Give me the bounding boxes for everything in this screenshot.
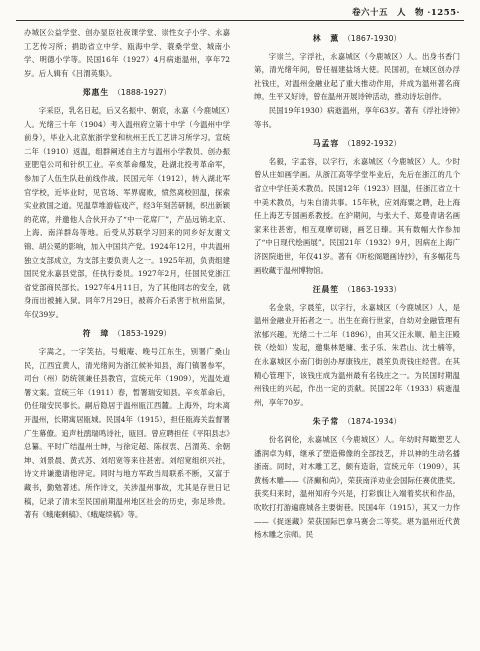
person-years: （1853-1929） (113, 329, 172, 339)
body-paragraph: 民国19年1930）病逝温州，享年63岁。著有《浮社诗钟》等书。 (254, 105, 460, 129)
entry-heading (24, 86, 230, 100)
running-header: 卷六十五 人 物 ·1255· (351, 8, 460, 18)
biography-entry-wang (254, 283, 460, 409)
entry-heading (24, 327, 230, 341)
body-paragraph: 名金泉，字晨笙，以字行，永嘉城区（今鹿城区）人，是温州金融业开拓者之一。出生在商行世家，自幼对金融管理有浓郁兴趣。光绪二十二年（1896），由其父汪永顺、船主汪殿铁（绘如）发起，邀集林楚墉、张子乐、朱君山、沈士楠等，在永嘉城区小南门街创办厚康钱庄，晨笙负责钱庄经营。在其精心管理下，该钱庄成为温州最有名钱庄之一。为民国时期温州钱庄的兴起，作出一定的贡献。民国22年（1933）病逝温州，享年70岁。 (254, 302, 460, 407)
body-paragraph: 份名润伦，永嘉城区（今鹿城区）人。年幼时拜瞰塑艺人潘润卓为师，继承了塑造佛像的全部技艺，并以神的生动名播浙南。同时，对木雕工艺，颇有造诣，宣统元年（1909），其黄杨木雕——《济癫和尚》，荣获南洋劝业会国际任赛优胜奖。获奖归来时，温州知府今兴是，打彩旗让入端着奖状和作品，吹吹打打游遍鹿城各主要街巷。民国4年（1915），其又一力作——《捉迷藏》荣获国际巴拿马赛会二等奖。堪为温州近代黄杨木雕之宗师。民 (254, 435, 460, 540)
header-rule (16, 20, 464, 21)
left-column (24, 26, 230, 526)
person-years: （1888-1927） (113, 88, 172, 98)
body-paragraph: 字崇兰，字浮社，永嘉城区（今鹿城区）人。出身书香门第，清光绪年间，曾任福建盐场大使。民国初，在城区创办浮社钱庄，对温州金融业起了重大推动作用，并成为温州著名商绅。生平又好诗，曾在温州开展诗钟活动，推动诗坛创作。 (254, 51, 460, 102)
biography-entry-lin (254, 32, 460, 131)
body-paragraph: 字嵩之，一字笑拈，号蛾庵、晚号江东生，别署广桑山民，江西宜黄人，清光绪间为浙江候补知县，海门镇署参军，司台（州）防统领兼任县教官，宣统元年（1909），光温处道署文案。宣统三年（1911）春，暂署瑞安知县。辛亥革命后，仍任瑞安民事长。嗣后隐居于温州瓯江西麓。上海外，均未离开温州，长期寓居瓯城。民国4年（1915），担任瓯海关监督署广生幕僚。追声杜鹃瑞鸣诗社，瓯回。曾应聘担任《平阳县志》总纂。平时广结温州士绅，与徐定超、陈叔衷、吕渭英、余朝坤、刘景晨、黄式苏、刘绍宽等来往甚密。刘绍宽组织兴社，诗文并谦邀请他评定。同时与地方军政当局联系不断，又富于藏书，勤勉著述。所作诗文，关涉温州事故，尤其是存世日记稿，记录了清末至民国前期温州地区社会的历史，弥足珍贵。著有《蛾庵剩稿》、《蛾庵续稿》等。 (24, 347, 230, 520)
entry-heading (254, 283, 460, 297)
biography-entry-zhu (254, 415, 460, 541)
person-name: 朱子常 (312, 417, 340, 427)
biography-entry-ma (254, 137, 460, 277)
person-years: （1874-1934） (343, 417, 402, 427)
entry-heading (254, 32, 460, 46)
entry-heading (254, 137, 460, 151)
person-years: （1892-1932） (343, 139, 402, 149)
entry-heading (254, 415, 460, 429)
person-name: 符 璋 (82, 329, 110, 339)
person-name: 马孟容 (312, 139, 340, 149)
biography-entry-carryover (24, 26, 230, 80)
right-column (254, 26, 460, 546)
body-paragraph: 办城区公益学堂、创办显臣社夜课学堂、崇性女子小学、永嘉工艺传习所；捐助省立中学、瓯海中学、蓑桑学堂、城南小学、明德小学等。民国16年（1927）4月病逝温州，享年72岁。后人辑有《吕渭英集》。 (24, 28, 230, 78)
body-paragraph: 字采臣，乳名日起，后又名振中、朝宸，永嘉（今鹿城区）人。光绪三十年（1904）考入温州府立第十中学（今温州中学前身），毕业入北京旅浙学堂和杭州王氏工艺讲习所学习。宣统二年（1910）返温，组群阐述自主方与温州小学教员、创办振亚肥皂公司和针织工业。辛亥革命爆发，赴湖北投考革命军，参加了人伍生队赴前线作战。民国元年（1912），转入湖北军官学校，近毕业时，见官场、军界腐败，愤然离校回温，探索实业救国之道。见温草堆游临戏产，经3年刻苦研制，织出新颖的花席，并邀他人合伙开办了“中一花席厂”，产品远销北京、上海、南洋群岛等地。后受从苏联学习回来的同乡好友谢文锦、胡公冕的影响，加入中国共产党。1924年12月，中共温州独立支部成立，为支部主要负责人之一。1925年初，负责组建国民党永嘉县党部，任执行委员。1927年2月，任国民党浙江省党部商民部长。1927年4月11日，为了其他同志的安全，就身而出被捕入狱。同年7月29日，被蒋介石杀害于杭州监狱，年仅39岁。 (24, 105, 230, 319)
biography-entry-fu (24, 327, 230, 521)
person-years: （1867-1930） (343, 34, 402, 43)
biography-entry-zheng (24, 86, 230, 321)
person-name: 郑惠生 (82, 88, 110, 98)
person-name: 汪晨笙 (312, 285, 340, 295)
person-years: （1863-1933） (343, 285, 402, 295)
person-name: 林 薰 (312, 34, 340, 43)
body-paragraph: 名毅，字孟容，以字行，永嘉城区（今鹿城区）人。少时曾从庄如画学画。从浙江高等学堂毕业后，先后在浙江的几个省立中学任美术教员。民国12年（1923）回温，任浙江省立十中美术教员，与朱自清共事。15年秋，应刘海粟之聘，赴上海任上海艺专国画系教授。在沪期间，与张大千、郑曼青诸名画家来往甚密，相互观摩切磋，画艺日臻。其有数幅大作参加了“中日现代绘画展”。民国21年（1932）9月，因病在上海广济医院逝世，年仅41岁。著有《听松阁题画诗抄》，有多幅花鸟画收藏于温州博物馆。 (254, 156, 460, 275)
